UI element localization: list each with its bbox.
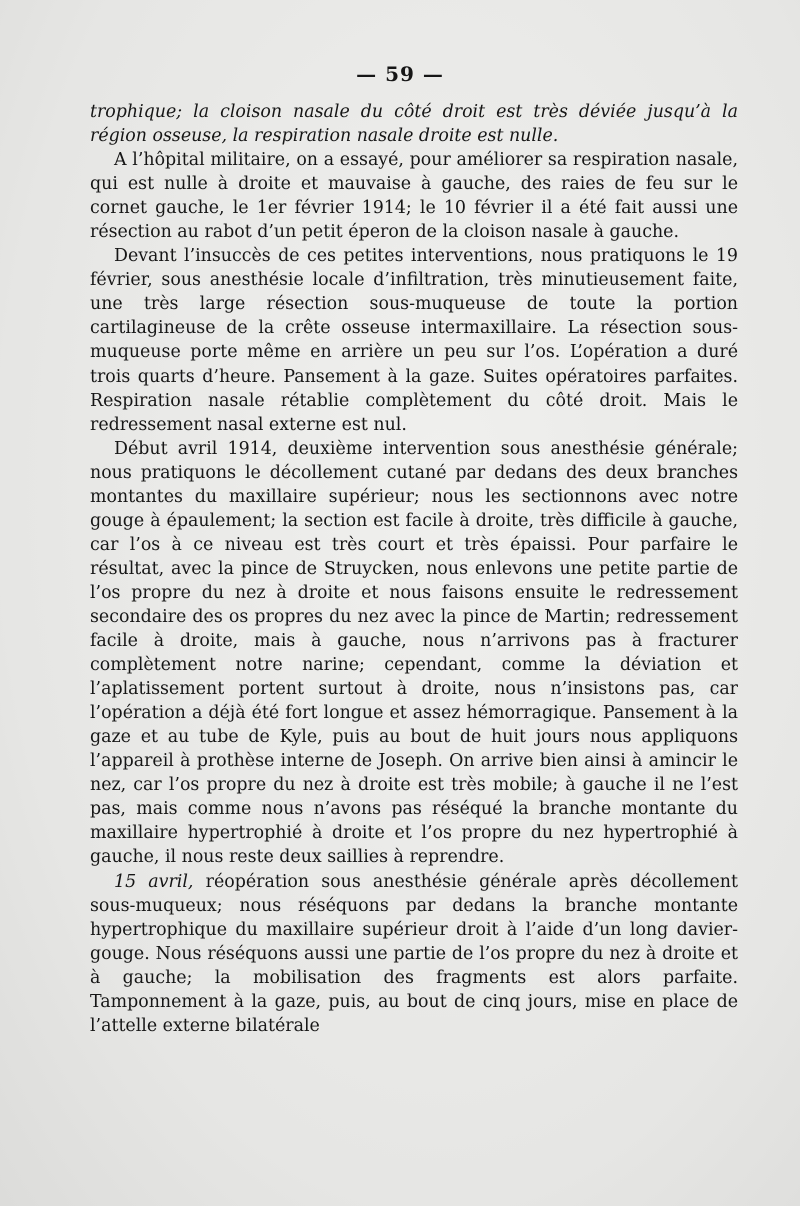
paragraph-2: Devant l’insuccès de ces petites interventions, nous pratiquons le 19 février, sous anesthésie locale d’infiltration, très minutieusement faite, une très large résection sous-muqueuse de toute la portion cartilagineuse de la crête osseuse intermaxillaire. La résection sous-muqueuse porte même en arrière un peu sur l’os. L’opération a duré trois quarts d’heure. Pansement à la gaze. Suites opératoires parfaites. Respiration nasale rétablie complètement du côté droit. Mais le redressement nasal externe est nul. — [90, 246, 738, 435]
paragraph-1: A l’hôpital militaire, on a essayé, pour améliorer sa respiration nasale, qui est nulle à droite et mauvaise à gauche, des raies de feu sur le cornet gauche, le 1er février 1914; le 10 février il a été fait aussi une résection au rabot d’un petit éperon de la cloison nasale à gauche. — [90, 150, 738, 243]
paragraph-4 — [90, 870, 738, 1038]
paragraph-0: trophique; la cloison nasale du côté droit est très déviée jusqu’à la région osseuse, la respiration nasale droite est nulle. — [90, 102, 738, 147]
paragraph-4-date: 15 avril, — [114, 871, 194, 892]
page-number: — 59 — — [356, 62, 444, 86]
paragraph-3: Début avril 1914, deuxième intervention sous anesthésie générale; nous pratiquons le décollement cutané par dedans des deux branches montantes du maxillaire supérieur; nous les sectionnons avec notre gouge à épaulement; la section est facile à droite, très difficile à gauche, car l’os à ce niveau est très court et très épaissi. Pour parfaire le résultat, avec la pince de Struycken, nous enlevons une petite partie de l’os propre du nez à droite et nous faisons ensuite le redressement secondaire des os propres du nez avec la pince de Martin; redressement facile à droite, mais à gauche, nous n’arrivons pas à fracturer complètement notre narine; cependant, comme la déviation et l’aplatissement portent surtout à droite, nous n’insistons pas, car l’opération a déjà été fort longue et assez hémorragique. Pansement à la gaze et au tube de Kyle, puis au bout de huit jours nous appliquons l’appareil à prothèse interne de Joseph. On arrive bien ainsi à amincir le nez, car l’os propre du nez à droite est très mobile; à gauche il ne l’est pas, mais comme nous n’avons pas réséqué la branche montante du maxillaire hypertrophié à droite et l’os propre du nez hypertrophié à gauche, il nous reste deux saillies à reprendre. — [90, 438, 738, 868]
body-text — [90, 100, 738, 1038]
paragraph-4-text: réopération sous anesthésie générale après décollement sous-muqueux; nous réséquons par dedans la branche montante hypertrophique du maxillaire supérieur droit à l’aide d’un long davier-gouge. Nous réséquons aussi une partie de l’os propre du nez à droite et à gauche; la mobilisation des fragments est alors parfaite. Tamponnement à la gaze, puis, au bout de cinq jours, mise en place de l’attelle externe bilatérale — [90, 871, 738, 1036]
